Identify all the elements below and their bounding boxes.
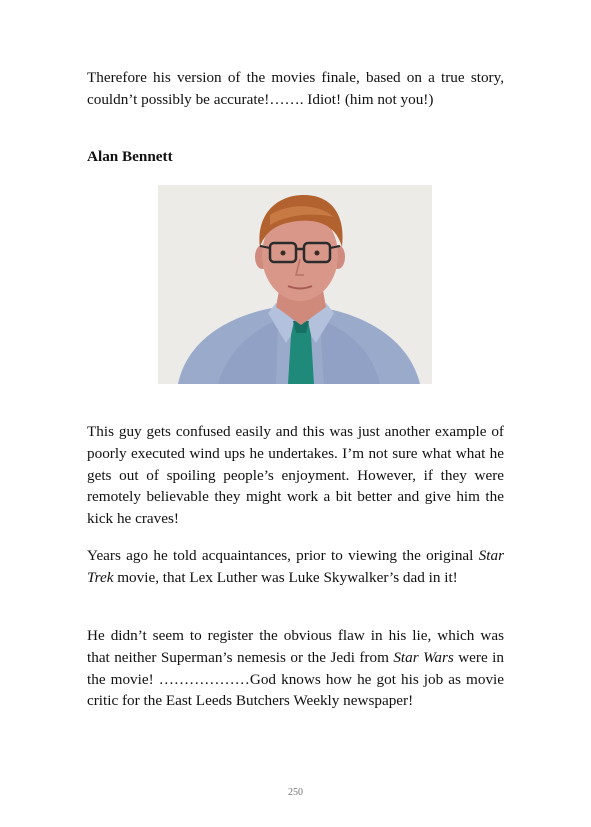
paragraph-star-wars-text-2: were in the movie! ………………God knows how he got his job as movie critic for the East Leeds Butchers Weekly newspaper! [87,648,504,710]
page-number: 250 [288,787,303,798]
movie-title-star-trek: Star Trek [87,547,504,586]
paragraph-star-trek-text-1: Years ago he told acquaintances, prior to viewing the original [87,547,479,564]
section-heading: Alan Bennett [87,148,173,165]
paragraph-star-wars-text-1: He didn’t seem to register the obvious flaw in his lie, which was that neither Superman’s nemesis or the Jedi from [87,627,504,666]
paragraph-finale: Therefore his version of the movies finale, based on a true story, couldn’t possibly be accurate!……. Idiot! (him not you!) [87,69,504,108]
movie-title-star-wars: Star Wars [393,648,454,666]
paragraph-star-wars [87,625,504,712]
paragraph-star-trek [87,545,504,589]
paragraph-wind-ups: This guy gets confused easily and this was just another example of poorly executed wind ups he undertakes. I’m not sure what what he gets out of spoiling people’s enjoyment. However, if they were remotely believable they might work a bit better and give him the kick he craves! [87,423,504,528]
portrait-photo [158,185,432,384]
paragraph-star-trek-text-2: movie, that Lex Luther was Luke Skywalker’s dad in it! [113,568,458,586]
portrait-illustration [158,185,432,384]
